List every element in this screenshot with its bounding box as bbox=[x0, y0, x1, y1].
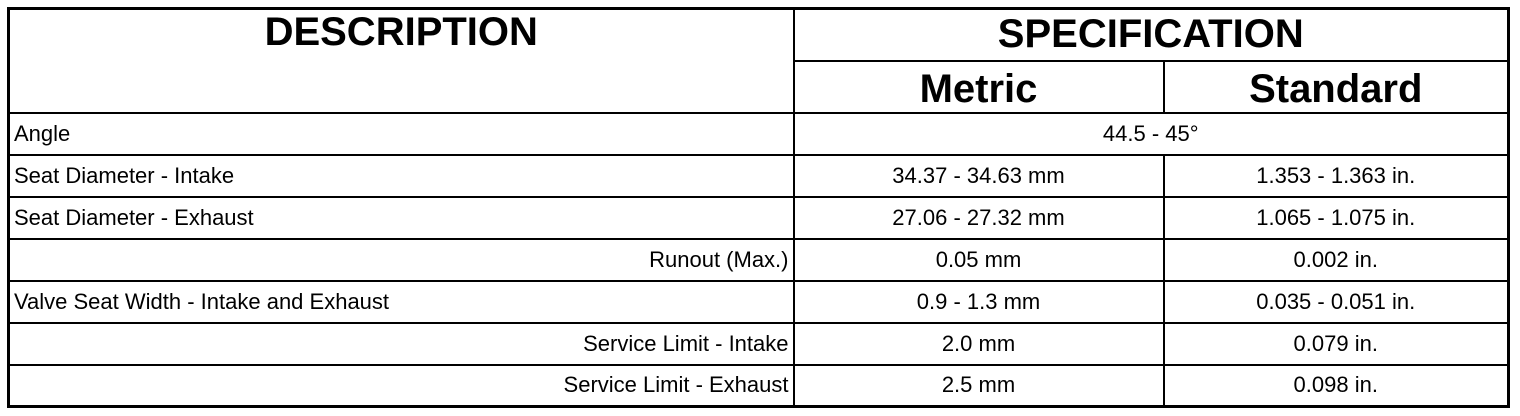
row-description: Service Limit - Exhaust bbox=[9, 365, 794, 407]
row-metric-value: 27.06 - 27.32 mm bbox=[794, 197, 1164, 239]
row-standard-value: 1.353 - 1.363 in. bbox=[1164, 155, 1509, 197]
row-description: Seat Diameter - Exhaust bbox=[9, 197, 794, 239]
row-description: Seat Diameter - Intake bbox=[9, 155, 794, 197]
row-metric-value: 0.05 mm bbox=[794, 239, 1164, 281]
table-row bbox=[9, 365, 1509, 407]
row-standard-value: 1.065 - 1.075 in. bbox=[1164, 197, 1509, 239]
row-description: Angle bbox=[9, 113, 794, 155]
standard-header: Standard bbox=[1164, 61, 1509, 113]
row-description: Service Limit - Intake bbox=[9, 323, 794, 365]
row-combined-value: 44.5 - 45° bbox=[794, 113, 1509, 155]
row-standard-value: 0.035 - 0.051 in. bbox=[1164, 281, 1509, 323]
specification-table bbox=[7, 7, 1510, 408]
table-row bbox=[9, 323, 1509, 365]
row-metric-value: 0.9 - 1.3 mm bbox=[794, 281, 1164, 323]
table-row bbox=[9, 239, 1509, 281]
row-metric-value: 2.5 mm bbox=[794, 365, 1164, 407]
metric-header: Metric bbox=[794, 61, 1164, 113]
row-description: Valve Seat Width - Intake and Exhaust bbox=[9, 281, 794, 323]
row-description: Runout (Max.) bbox=[9, 239, 794, 281]
row-metric-value: 34.37 - 34.63 mm bbox=[794, 155, 1164, 197]
table-row bbox=[9, 113, 1509, 155]
table-row bbox=[9, 155, 1509, 197]
row-metric-value: 2.0 mm bbox=[794, 323, 1164, 365]
row-standard-value: 0.098 in. bbox=[1164, 365, 1509, 407]
row-standard-value: 0.079 in. bbox=[1164, 323, 1509, 365]
table-row bbox=[9, 281, 1509, 323]
header-row-1 bbox=[9, 9, 1509, 61]
specification-header: SPECIFICATION bbox=[794, 9, 1509, 61]
description-header: DESCRIPTION bbox=[9, 9, 794, 113]
row-standard-value: 0.002 in. bbox=[1164, 239, 1509, 281]
table-row bbox=[9, 197, 1509, 239]
